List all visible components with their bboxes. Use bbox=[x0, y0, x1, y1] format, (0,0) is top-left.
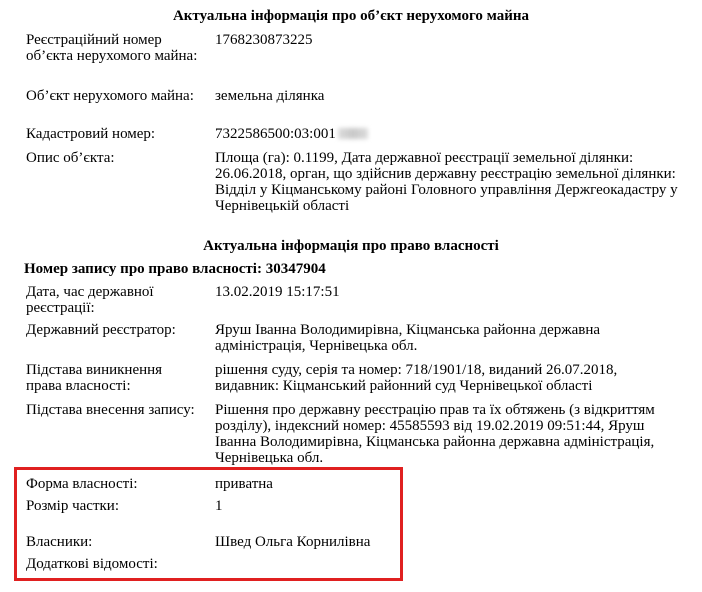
basis-origin-label: Підстава виникнення права власності: bbox=[26, 362, 163, 394]
cadastral-row bbox=[215, 126, 685, 142]
ownership-form-value: приватна bbox=[215, 476, 273, 492]
ownership-section-title: Актуальна інформація про право власності bbox=[203, 238, 499, 254]
record-number-heading: Номер запису про право власності: 30347904 bbox=[24, 261, 326, 277]
object-label: Об’єкт нерухомого майна: bbox=[26, 88, 194, 104]
cadastral-value: 7322586500:03:001 bbox=[215, 126, 336, 142]
ownership-form-label: Форма власності: bbox=[26, 476, 138, 492]
cadastral-label: Кадастровий номер: bbox=[26, 126, 156, 142]
registration-date-label: Дата, час державної реєстрації: bbox=[26, 284, 154, 316]
share-size-label: Розмір частки: bbox=[26, 498, 119, 514]
reg-number-label: Реєстраційний номер об’єкта нерухомого майна: bbox=[26, 32, 198, 64]
basis-origin-value: рішення суду, серія та номер: 718/1901/18, виданий 26.07.2018, видавник: Кіцманський районний суд Чернівецької області bbox=[215, 362, 618, 394]
reg-number-value: 1768230873225 bbox=[215, 32, 313, 48]
additional-info-label: Додаткові відомості: bbox=[26, 556, 158, 572]
object-section-title: Актуальна інформація про об’єкт нерухомого майна bbox=[172, 8, 530, 24]
basis-entry-label: Підстава внесення запису: bbox=[26, 402, 195, 418]
owners-value: Швед Ольга Корнилівна bbox=[215, 534, 371, 550]
basis-entry-value: Рішення про державну реєстрацію прав та їх обтяжень (з відкриттям розділу), індексний номер: 45585593 від 19.02.2019 09:51:44, Яруш Іванна Володимирівна, Кіцманська районна державна адміністрація, Чернівецька обл. bbox=[215, 402, 655, 466]
registration-date-value: 13.02.2019 15:17:51 bbox=[215, 284, 340, 300]
description-label: Опис об’єкта: bbox=[26, 150, 115, 166]
share-size-value: 1 bbox=[215, 498, 223, 514]
description-value: Площа (га): 0.1199, Дата державної реєстрації земельної ділянки: 26.06.2018, орган, що здійснив державну реєстрацію земельної ділянки: Відділ у Кіцманському районі Головного управління Держгеокадастру у Чернівецькій області bbox=[215, 150, 678, 214]
registrar-value: Яруш Іванна Володимирівна, Кіцманська районна державна адміністрація, Чернівецька обл. bbox=[215, 322, 601, 354]
redacted-mark bbox=[338, 128, 368, 139]
object-value: земельна ділянка bbox=[215, 88, 325, 104]
registrar-label: Державний реєстратор: bbox=[26, 322, 176, 338]
owners-label: Власники: bbox=[26, 534, 93, 550]
